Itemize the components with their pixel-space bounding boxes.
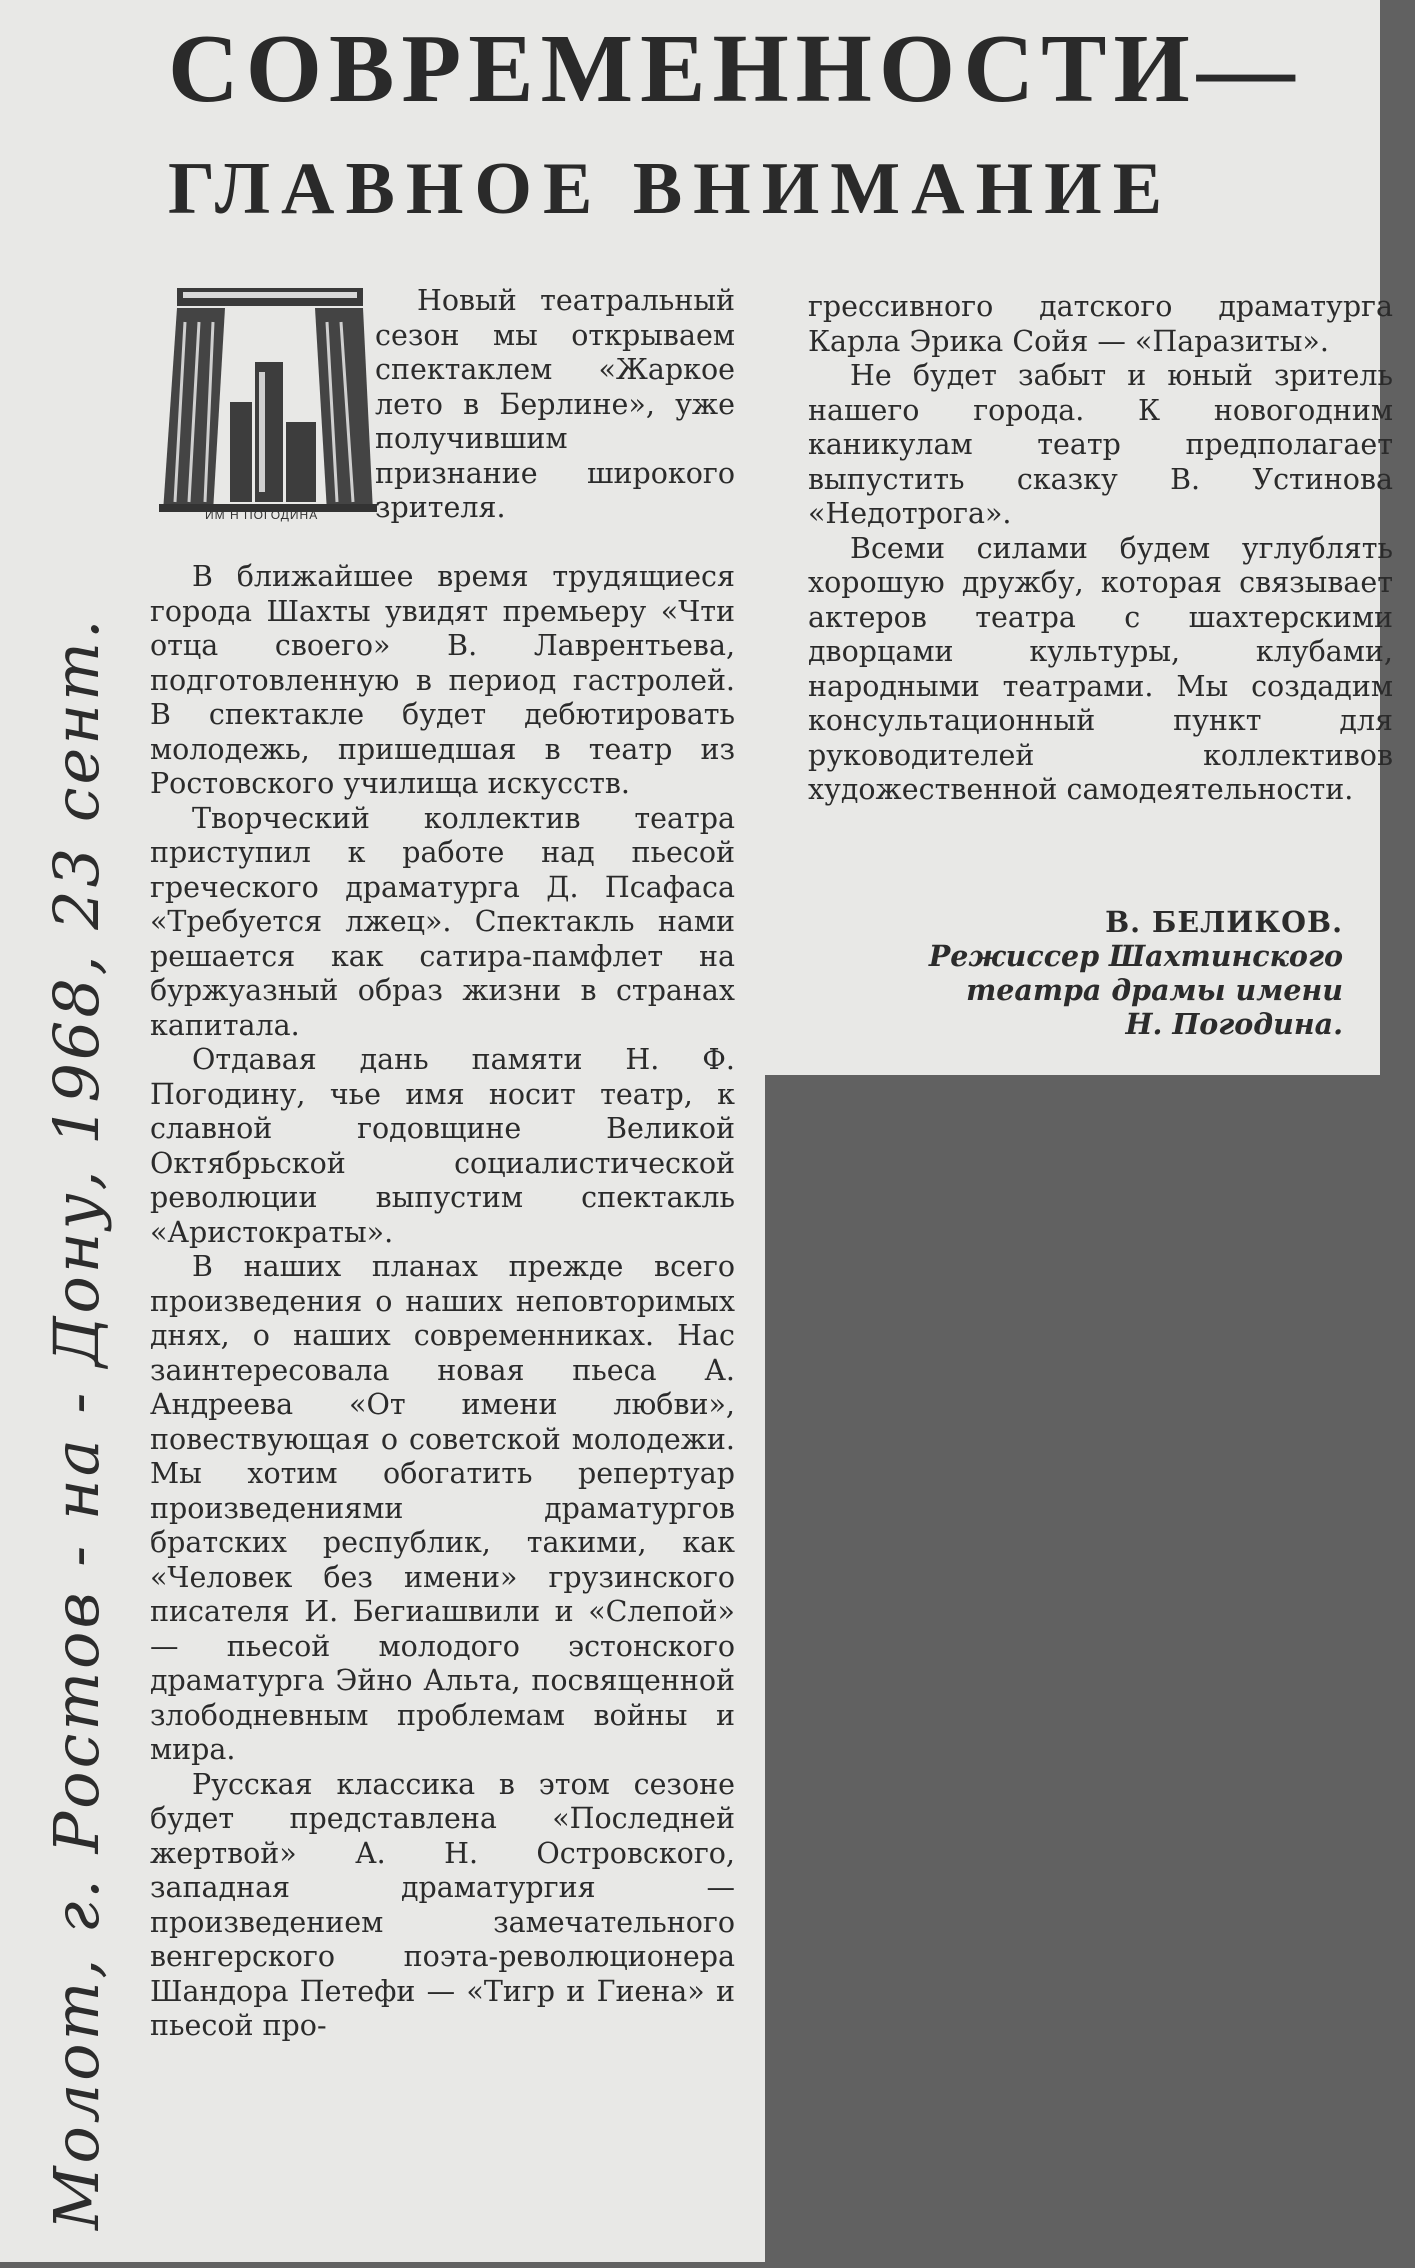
author-name: В. БЕЛИКОВ.: [1105, 905, 1343, 939]
logo-stage-block-3: [286, 422, 316, 502]
author-role-line-3: Н. Погодина.: [1125, 1007, 1343, 1041]
theatre-logo: [155, 282, 380, 530]
article-intro: [375, 284, 735, 526]
article-right-column: [808, 290, 1393, 808]
headline: [168, 15, 1398, 230]
logo-stage-block-1: [230, 402, 252, 502]
author-role-line-1: Режиссер Шахтинского: [928, 939, 1343, 973]
author-signature: [808, 905, 1343, 1041]
article-left-column: [150, 560, 735, 2044]
handwritten-note: Молот, г. Ростов - на - Дону, 1968, 23 сент.: [40, 616, 113, 2230]
article-right-paragraph-2: Не будет забыт и юный зритель нашего города. К новогодним каникулам театр предполагает выпустить сказку В. Устинова «Недотрога».: [808, 359, 1393, 530]
article-paragraph-1: В ближайшее время трудящиеся города Шахты увидят премьеру «Чти отца своего» В. Лаврентьева, подготовленную в период гастролей. В спектакле будет дебютировать молодежь, пришедшая в театр из Ростовского училища искусств.: [150, 560, 735, 800]
headline-line-1: СОВРЕМЕННОСТИ—: [168, 15, 1302, 123]
logo-caption: ИМ Н ПОГОДИНА: [205, 508, 319, 522]
article-paragraph-3: Отдавая дань памяти Н. Ф. Погодину, чье имя носит театр, к славной годовщине Великой Октябрьской социалистической революции выпустим спектакль «Аристократы».: [150, 1043, 735, 1249]
logo-top-bar-light: [183, 292, 357, 298]
article-paragraph-4: В наших планах прежде всего произведения о наших неповторимых днях, о наших современниках. Нас заинтересовала новая пьеса А. Андреева «От имени любви», повествующая о советской молодежи. Мы хотим обогатить репертуар произведениями драматургов братских республик, такими, как «Человек без имени» грузинского писателя И. Бегиашвили и «Слепой» — пьесой молодого эстонского драматурга Эйно Альта, посвященной злободневным проблемам войны и мира.: [150, 1250, 735, 1766]
headline-line-2: ГЛАВНОЕ ВНИМАНИЕ: [168, 148, 1174, 230]
logo-stage-highlight: [259, 372, 265, 492]
article-paragraph-2: Творческий коллектив театра приступил к работе над пьесой греческого драматурга Д. Псафаса «Требуется лжец». Спектакль нами решается как сатира-памфлет на буржуазный образ жизни в странах капитала.: [150, 801, 735, 1042]
article-right-paragraph-3: Всеми силами будем углублять хорошую дружбу, которая связывает актеров театра с шахтерскими дворцами культуры, клубами, народными театрами. Мы создадим консультационный пункт для руководителей коллективов художественной самодеятельности.: [808, 531, 1393, 806]
intro-paragraph: Новый театральный сезон мы открываем спектаклем «Жаркое лето в Берлине», уже получившим признание широкого зрителя.: [375, 284, 735, 524]
logo-curtain-right: [315, 308, 373, 512]
author-role-line-2: театра драмы имени: [966, 973, 1343, 1007]
article-paragraph-5: Русская классика в этом сезоне будет представлена «Последней жертвой» А. Н. Островского, западная драматургия — произведением замечательного венгерского поэта-революционера Шандора Петефи — «Тигр и Гиена» и пьесой про-: [150, 1767, 735, 2042]
article-right-paragraph-1: грессивного датского драматурга Карла Эрика Сойя — «Паразиты».: [808, 290, 1393, 358]
